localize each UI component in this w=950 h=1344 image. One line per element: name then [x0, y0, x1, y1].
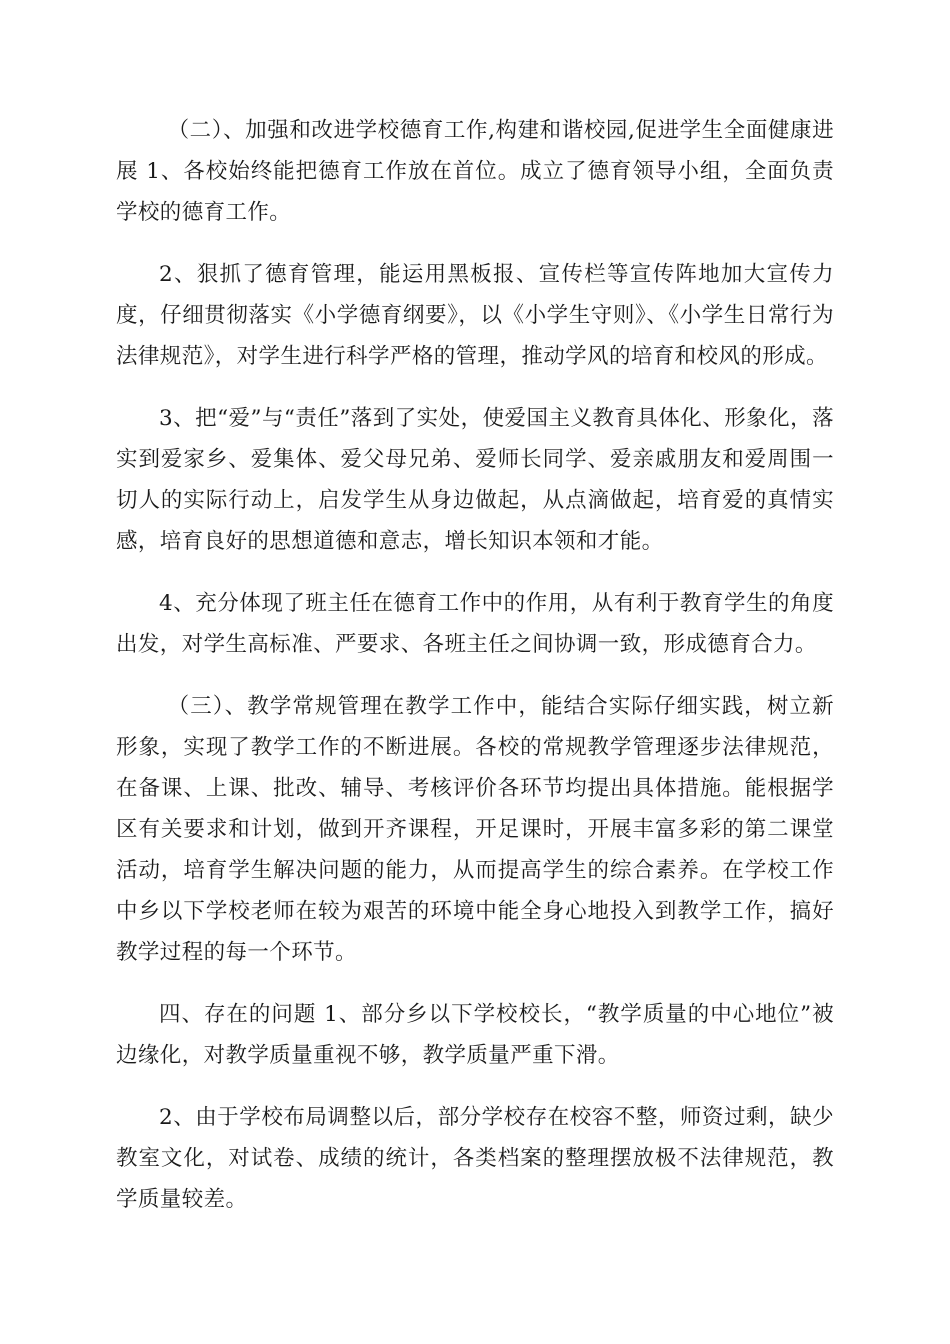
paragraph-existing-problems: 四、存在的问题 1、部分乡以下学校校长，“教学质量的中心地位”被边缘化，对教学质量重视不够，教学质量严重下滑。	[116, 1002, 834, 1068]
paragraph-moral-education-heading: （二）、加强和改进学校德育工作,构建和谐校园,促进学生全面健康进展 1、各校始终能把德育工作放在首位。成立了德育领导小组，全面负责学校的德育工作。	[116, 118, 834, 225]
paragraph-moral-management: 2、狠抓了德育管理，能运用黑板报、宣传栏等宣传阵地加大宣传力度，仔细贯彻落实《小学德育纲要》，以《小学生守则》、《小学生日常行为法律规范》，对学生进行科学严格的管理，推动学风的培育和校风的形成。	[116, 262, 834, 369]
paragraph-love-responsibility: 3、把“爱”与“责任”落到了实处，使爱国主义教育具体化、形象化，落实到爱家乡、爱集体、爱父母兄弟、爱师长同学、爱亲戚朋友和爱周围一切人的实际行动上，启发学生从身边做起，从点滴做起，培育爱的真情实感，培育良好的思想道德和意志，增长知识本领和才能。	[116, 406, 834, 554]
document-body	[116, 110, 834, 1241]
paragraph-layout-adjustment: 2、由于学校布局调整以后，部分学校存在校容不整，师资过剩，缺少教室文化，对试卷、成绩的统计，各类档案的整理摆放极不法律规范，教学质量较差。	[116, 1105, 834, 1212]
paragraph-teaching-routine: （三）、教学常规管理在教学工作中，能结合实际仔细实践，树立新形象，实现了教学工作的不断进展。各校的常规教学管理逐步法律规范，在备课、上课、批改、辅导、考核评价各环节均提出具体措施。能根据学区有关要求和计划，做到开齐课程，开足课时，开展丰富多彩的第二课堂活动，培育学生解决问题的能力，从而提高学生的综合素养。在学校工作中乡以下学校老师在较为艰苦的环境中能全身心地投入到教学工作，搞好教学过程的每一个环节。	[116, 694, 834, 965]
paragraph-class-teacher-role: 4、充分体现了班主任在德育工作中的作用，从有利于教育学生的角度出发，对学生高标准、严要求、各班主任之间协调一致，形成德育合力。	[116, 591, 834, 657]
